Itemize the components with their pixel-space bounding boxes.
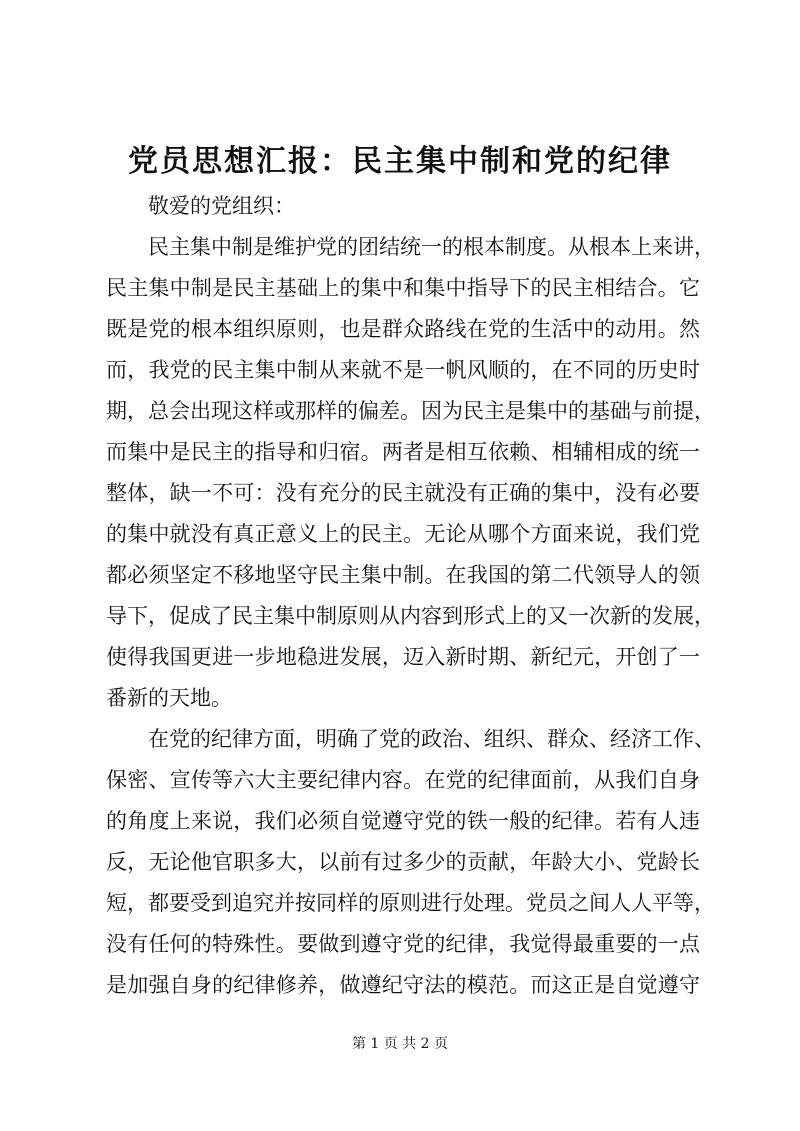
paragraph-line: 导下，促成了民主集中制原则从内容到形式上的又一次新的发展， [106, 604, 715, 628]
paragraph-line: 短，都要受到追究并按同样的原则进行处理。党员之间人人平等， [106, 891, 715, 915]
paragraph-line: 的集中就没有真正意义上的民主。无论从哪个方面来说，我们党 [106, 522, 700, 546]
paragraph-line: 民主集中制是民主基础上的集中和集中指导下的民主相结合。它 [106, 276, 700, 300]
paragraph-line: 而，我党的民主集中制从来就不是一帆风顺的，在不同的历史时 [106, 358, 700, 382]
paragraph-line: 既是党的根本组织原则，也是群众路线在党的生活中的动用。然 [106, 317, 700, 341]
paragraph-line: 番新的天地。 [106, 686, 232, 710]
paragraph-line: 都必须坚定不移地坚守民主集中制。在我国的第二代领导人的领 [106, 563, 700, 587]
paragraph-line: 在党的纪律方面，明确了党的政治、组织、群众、经济工作、 [148, 727, 715, 751]
paragraph-line: 反，无论他官职多大，以前有过多少的贡献，年龄大小、党龄长 [106, 850, 700, 874]
paragraph-line: 没有任何的特殊性。要做到遵守党的纪律，我觉得最重要的一点 [106, 932, 700, 956]
document-body [106, 186, 715, 1006]
page-title: 党员思想汇报：民主集中制和党的纪律 [128, 144, 672, 179]
paragraph-line: 的角度上来说，我们必须自觉遵守党的铁一般的纪律。若有人违 [106, 809, 700, 833]
paragraph-line: 使得我国更进一步地稳进发展，迈入新时期、新纪元，开创了一 [106, 645, 700, 669]
paragraph-2 [106, 719, 715, 1006]
greeting: 敬爱的党组织： [148, 194, 295, 218]
paragraph-1 [106, 227, 715, 719]
paragraph-line: 期，总会出现这样或那样的偏差。因为民主是集中的基础与前提， [106, 399, 715, 423]
page-footer: 第 1 页 共 2 页 [351, 1036, 449, 1052]
paragraph-line: 保密、宣传等六大主要纪律内容。在党的纪律面前，从我们自身 [106, 768, 700, 792]
paragraph-line: 整体，缺一不可：没有充分的民主就没有正确的集中，没有必要 [106, 481, 700, 505]
paragraph-line: 是加强自身的纪律修养，做遵纪守法的模范。而这正是自觉遵守 [106, 973, 700, 997]
paragraph-line: 民主集中制是维护党的团结统一的根本制度。从根本上来讲， [148, 235, 715, 259]
paragraph-line: 而集中是民主的指导和归宿。两者是相互依赖、相辅相成的统一 [106, 440, 700, 464]
